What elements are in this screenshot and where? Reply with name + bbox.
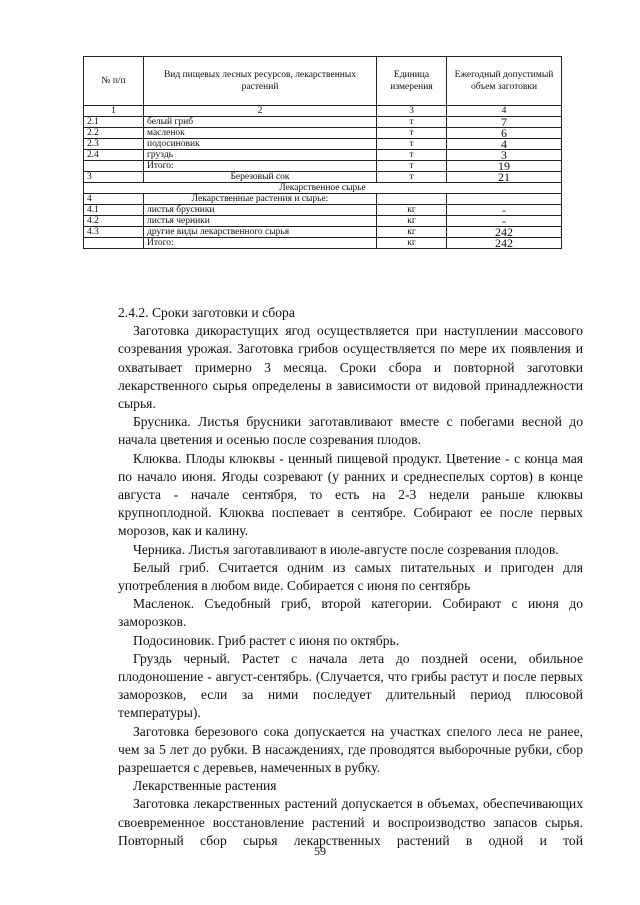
row-value: 3 [447,150,562,161]
subheading-medicinal-plants: Лекарственные растения [133,778,277,794]
row-name: другие виды лекарственного сырья [144,227,377,238]
column-number: 4 [447,106,562,117]
row-unit: кг [377,227,447,238]
paragraph-blueberry: Черника. Листья заготавливают в июле-августе после созревания плодов. [133,541,559,557]
paragraph-porcini: Белый гриб. Считается одним из самых питательных и пригоден для употребления в любом виде. Собирается с июня по сентябрь [118,559,583,594]
row-unit: т [377,150,447,161]
row-number: 4.3 [84,227,144,238]
row-value: 21 [447,172,562,183]
row-number [84,161,144,172]
row-number: 3 [84,172,144,183]
column-number: 3 [377,106,447,117]
row-value: 4 [447,139,562,150]
row-unit: т [377,172,447,183]
header-unit: Единица измерения [377,57,447,106]
page-number: 59 [314,844,326,858]
section-title: Лекарственное сырье [84,183,562,194]
row-unit: т [377,117,447,128]
paragraph-butter-mushroom: Масленок. Съедобный гриб, второй категории. Собирают с июня до заморозков. [118,596,583,630]
section-row [84,194,562,205]
table-row-total [84,161,562,172]
paragraph-cranberry: Клюква. Плоды клюквы - ценный пищевой продукт. Цветение - с конца мая по начало июня. Ягоды созревают (у ранних и среднеспелых сортов) в конце августа - начале сентября, то есть на 2-3 недели раньше клюквы крупноплодной. Клюква поспевает в сентябре. Собирают ее после первых морозов, как и калину. [118,450,583,539]
paragraph-black-milk-mushroom: Груздь черный. Растет с начала лета до поздней осени, обильное плодоношение - август-сентябрь. (Случается, что грибы растут и после первых заморозков, если за ними последует длительный период плюсовой температуры). [118,650,583,721]
row-name: груздь [144,150,377,161]
row-number: 2.1 [84,117,144,128]
header-annual-volume: Ежегодный допустимый объем заготовки [447,57,562,106]
section-title-row [84,183,562,194]
resources-table [83,56,562,249]
header-number: № п/п [84,57,144,106]
row-name: масленок [144,128,377,139]
table-row [84,139,562,150]
paragraph-aspen-mushroom: Подосиновик. Гриб растет с июня по октябрь. [133,632,400,648]
column-number-row [84,106,562,117]
row-name: листья брусники [144,205,377,216]
section-heading: 2.4.2. Сроки заготовки и сбора [118,305,295,320]
row-unit: кг [377,216,447,227]
row-value: 242 [447,238,562,249]
row-name: Березовый сок [144,172,377,183]
row-value: 7 [447,117,562,128]
row-number: 4.1 [84,205,144,216]
table-row [84,117,562,128]
column-number: 1 [84,106,144,117]
row-unit: кг [377,238,447,249]
row-unit: т [377,161,447,172]
row-name: подосиновик [144,139,377,150]
row-name: белый гриб [144,117,377,128]
table-row [84,205,562,216]
row-number: 2.3 [84,139,144,150]
row-unit [377,194,447,205]
row-name: листья черники [144,216,377,227]
table-row [84,150,562,161]
table-row [84,172,562,183]
row-value: - [447,216,562,227]
table-header-row [84,57,562,106]
row-number: 2.4 [84,150,144,161]
table-row [84,227,562,238]
row-value: 19 [447,161,562,172]
row-number: 4 [84,194,144,205]
table-row [84,216,562,227]
row-unit: т [377,139,447,150]
row-name: Итого: [144,238,377,249]
body-text [118,304,583,850]
row-name: Итого: [144,161,377,172]
row-value [447,194,562,205]
paragraph-medicinal-harvest: Заготовка лекарственных растений допускается в объемах, обеспечивающих своевременное восстановление растений и воспроизводство запасов сырья. Повторный сбор сырья лекарственных растений в одной и той [118,796,583,848]
paragraph-harvest-timing: Заготовка дикорастущих ягод осуществляется при наступлении массового созревания урожая. Заготовка грибов осуществляется по мере их появления и охватывает примерно 3 месяца. Сроки сбора и повторной заготовки лекарственного сырья определены в зависимости от видовой принадлежности сырья. [118,323,583,412]
row-number: 4.2 [84,216,144,227]
table-row [84,128,562,139]
row-value: - [447,205,562,216]
header-resource-type: Вид пищевых лесных ресурсов, лекарственных растений [144,57,377,106]
row-value: 242 [447,227,562,238]
row-unit: т [377,128,447,139]
row-unit: кг [377,205,447,216]
paragraph-birch-sap: Заготовка березового сока допускается на участках спелого леса не ранее, чем за 5 лет до рубки. В насаждениях, где проводятся выборочные рубки, сбор разрешается с деревьев, намеченных в рубку. [118,723,583,776]
row-number: 2.2 [84,128,144,139]
row-name: Лекарственные растения и сырье: [144,194,377,205]
row-number [84,238,144,249]
row-value: 6 [447,128,562,139]
column-number: 2 [144,106,377,117]
table-row-total [84,238,562,249]
paragraph-lingonberry: Брусника. Листья брусники заготавливают вместе с побегами весной до начала цветения и осенью после созревания плодов. [118,414,583,448]
